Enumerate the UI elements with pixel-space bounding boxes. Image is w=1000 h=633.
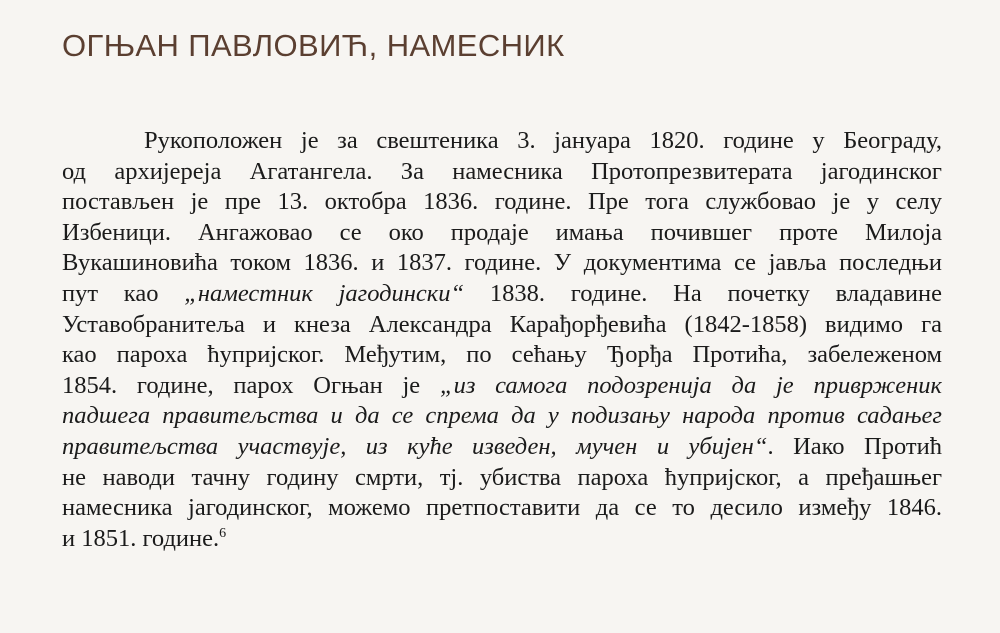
text-line-10: падшега правитељства и да се спрема да у подизању народа против садањег xyxy=(62,402,942,430)
text-line-7: Уставобранитеља и кнеза Александра Карађорђевића (1842-1858) видимо га xyxy=(62,310,942,338)
body-paragraph xyxy=(62,126,942,554)
text-line-6 xyxy=(62,279,942,310)
text-line-9-start: 1854. године, парох Огњан је xyxy=(62,371,440,399)
text-line-6-start: пут као xyxy=(62,279,185,307)
quote-namestnik: „наместник јагодински“ xyxy=(184,279,465,307)
text-line-12: не наводи тачну годину смрти, тј. убиства пароха ћупријског, а пређашњег xyxy=(62,463,942,491)
text-line-14 xyxy=(62,524,942,555)
text-line-3: постављен је пре 13. октобра 1836. године. Пре тога службовао је у селу xyxy=(62,188,942,216)
quote-end: правитељства участвује, из куће изведен, мучен и убијен“ xyxy=(62,432,768,460)
text-line-11 xyxy=(62,432,942,463)
text-line-6-end: 1838. године. На почетку владавине xyxy=(464,279,942,307)
footnote-reference[interactable]: 6 xyxy=(219,525,227,541)
text-line-2: од архијереја Агатангела. За намесника Протопрезвитерата јагодинског xyxy=(62,157,942,185)
text-line-4: Избеници. Ангажовао се око продаје имања почившег проте Милоја xyxy=(62,218,942,246)
text-line-11-end: . Иако Протић xyxy=(767,432,942,460)
text-line-14-text: и 1851. године. xyxy=(62,524,220,552)
text-line-13: намесника јагодинског, можемо претпоставити да се то десило између 1846. xyxy=(62,494,942,522)
text-line-5: Вукашиновића током 1836. и 1837. године. У документима се јавља последњи xyxy=(62,249,942,277)
text-line-9 xyxy=(62,371,942,402)
page-title: ОГЊАН ПАВЛОВИЋ, НАМЕСНИК xyxy=(62,28,565,63)
text-line-1: Рукоположен је за свештеника 3. јануара 1820. године у Београду, xyxy=(144,127,942,154)
text-line-8: као пароха ћупријског. Међутим, по сећању Ђорђа Протића, забележеном xyxy=(62,341,942,369)
quote-start: „из самога подозренија да је привржeник xyxy=(439,371,942,399)
